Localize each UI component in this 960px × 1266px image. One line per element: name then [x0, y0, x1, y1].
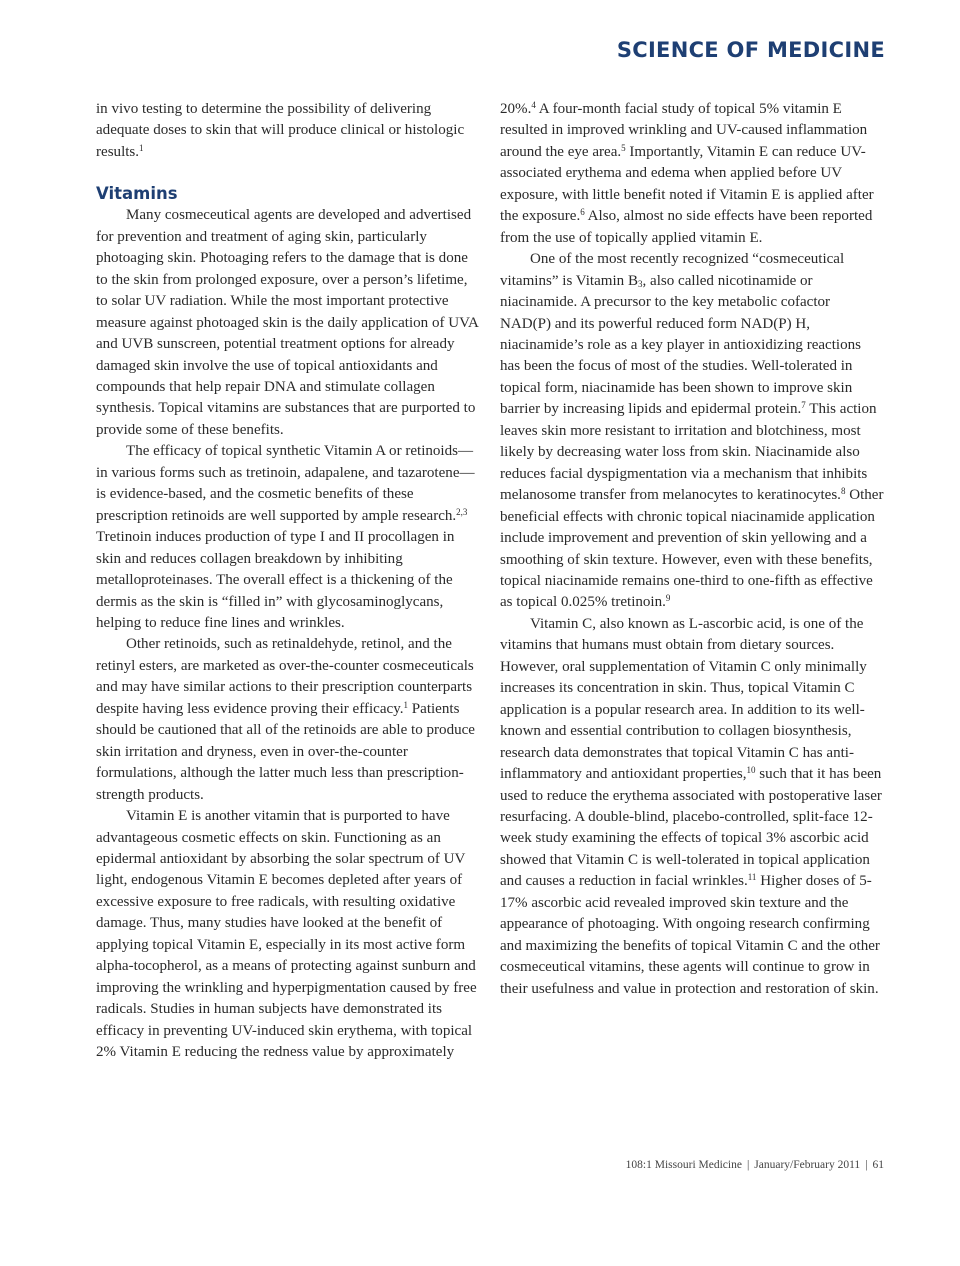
reference-marker: 1	[403, 699, 409, 710]
reference-marker: 6	[580, 207, 585, 218]
paragraph-vitamin-e-cont: 20%.$^4$ A four-month facial study of topical 5% vitamin E resulted in improved wrinkling and UV-caused inflammation around the eye area.$^5$ Importantly, Vitamin E can reduce UV-associated erythema and edema when applied before UV exposure, with little benefit noted if Vitamin E is applied after the exposure.$^6$ Also, almost no side effects have been reported from the use of topically applied vitamin E.	[500, 100, 874, 246]
reference-marker: 9	[665, 593, 671, 604]
reference-marker: 5	[621, 142, 626, 153]
paragraph-other-retinoids: Other retinoids, such as retinaldehyde, retinol, and the retinyl esters, are marketed as over-the-counter cosmeceuticals and may have similar actions to their prescription counterparts despite having less evidence proving their efficacy.$^1$ Patients should be cautioned that all of the retinoids are able to produce skin irritation and dryness, even in over-the-counter formulations, although the latter much less than prescription-strength products.	[96, 636, 475, 803]
left-column	[96, 99, 480, 1063]
page-footer	[626, 1159, 884, 1171]
right-column	[500, 99, 884, 1000]
paragraph-vitamin-a: The efficacy of topical synthetic Vitamin A or retinoids—in various forms such as tretinoin, adapalene, and tazarotene—is evidence-based, and the cosmetic benefits of these prescription retinoids are well supported by ample research.$^{2,3}$ Tretinoin induces production of type I and II procollagen in skin and reduces collagen breakdown by inhibiting metalloproteinases. The overall effect is a thickening of the dermis as the skin is “filled in” with glycosaminoglycans, helping to reduce fine lines and wrinkles.	[96, 443, 475, 631]
paragraph-photoaging: Many cosmeceutical agents are developed and advertised for prevention and treatment of aging skin, particularly photoaging skin. Photoaging refers to the damage that is done to the skin from prolonged exposure, over a person’s lifetime, to solar UV radiation. While the most important protective measure against photoaged skin is the daily application of UVA and UVB sunscreen, potential treatment options for already damaged skin involve the use of topical antioxidants and compounds that help repair DNA and stimulate collagen synthesis. Topical vitamins are substances that are purported to provide some of these benefits.	[96, 207, 479, 438]
separator: |	[865, 1159, 868, 1171]
continued-paragraph: in vivo testing to determine the possibility of delivering adequate doses to skin that will produce clinical or histologic results.$^1$	[96, 101, 465, 160]
reference-marker: 8	[840, 486, 846, 497]
journal-issue: 108:1 Missouri Medicine	[625, 1159, 742, 1171]
section-heading-vitamins: Vitamins	[96, 184, 178, 204]
page-number: 61	[872, 1159, 884, 1171]
section-header: SCIENCE OF MEDICINE	[616, 38, 885, 62]
reference-marker: 1	[139, 142, 144, 153]
reference-marker: 10	[746, 765, 756, 776]
separator: |	[746, 1159, 750, 1171]
reference-marker: 4	[531, 100, 536, 110]
issue-date: January/February 2011	[754, 1159, 861, 1171]
subscript: 3	[638, 278, 643, 289]
paragraph-vitamin-e: Vitamin E is another vitamin that is purported to have advantageous cosmetic effects on skin. Functioning as an epidermal antioxidant by absorbing the solar spectrum of UV light, endogenous Vitamin E becomes depleted after years of excessive exposure to free radicals, with resulting oxidative damage. Thus, many studies have looked at the benefit of applying topical Vitamin E, especially in its most active form alpha-tocopherol, as a means of protecting against sunburn and improving the wrinkling and hyperpigmentation caused by free radicals. Studies in human subjects have demonstrated its efficacy in preventing UV-induced skin erythema, with topical 2% Vitamin E reducing the redness value by approximately	[96, 808, 477, 1061]
reference-marker: 7	[801, 400, 806, 411]
reference-marker: 11	[747, 872, 757, 883]
reference-marker: 2,3	[456, 506, 468, 517]
paragraph-vitamin-c: Vitamin C, also known as L-ascorbic acid, is one of the vitamins that humans must obtain from dietary sources. However, oral supplementation of Vitamin C only minimally increases its concentration in skin. Thus, topical Vitamin C application is a popular research area. In addition to its well-known and essential contribution to collagen biosynthesis, research data demonstrates that topical Vitamin C has anti-inflammatory and antioxidant properties,$^{10}$ such that it has been used to reduce the erythema associated with postoperative laser resurfacing. A double-blind, placebo-controlled, split-face 12-week study examining the effects of topical 3% ascorbic acid showed that Vitamin C is well-tolerated in topical application and causes a reduction in facial wrinkles.$^{11}$ Higher doses of 5-17% ascorbic acid revealed improved skin texture and the appearance of photoaging. With ongoing research confirming and maximizing the benefits of topical Vitamin C and the other cosmeceutical vitamins, these agents will continue to grow in their usefulness and value in protection and restoration of skin.	[500, 615, 882, 997]
paragraph-vitamin-b3: One of the most recently recognized “cosmeceutical vitamins” is Vitamin $B_3$, also called nicotinamide or niacinamide. A precursor to the key metabolic cofactor NAD(P) and its powerful reduced form NAD(P) H, niacinamide’s role as a key player in antioxidizing reactions has been the focus of most of the studies. Well-tolerated in topical form, niacinamide has been shown to improve skin barrier by increasing lipids and epidermal protein.$^7$ This action leaves skin more resistant to irritation and blotchiness, most likely by decreasing water loss from skin. Niacinamide also reduces facial dyspigmentation via a mechanism that inhibits melanosome transfer from melanocytes to keratinocytes.$^8$ Other beneficial effects with chronic topical niacinamide application include improvement and prevention of skin yellowing and a smoothing of skin texture. However, even with these benefits, topical niacinamide remains one-third to one-fifth as effective as topical 0.025% tretinoin.$^9$	[500, 251, 884, 611]
